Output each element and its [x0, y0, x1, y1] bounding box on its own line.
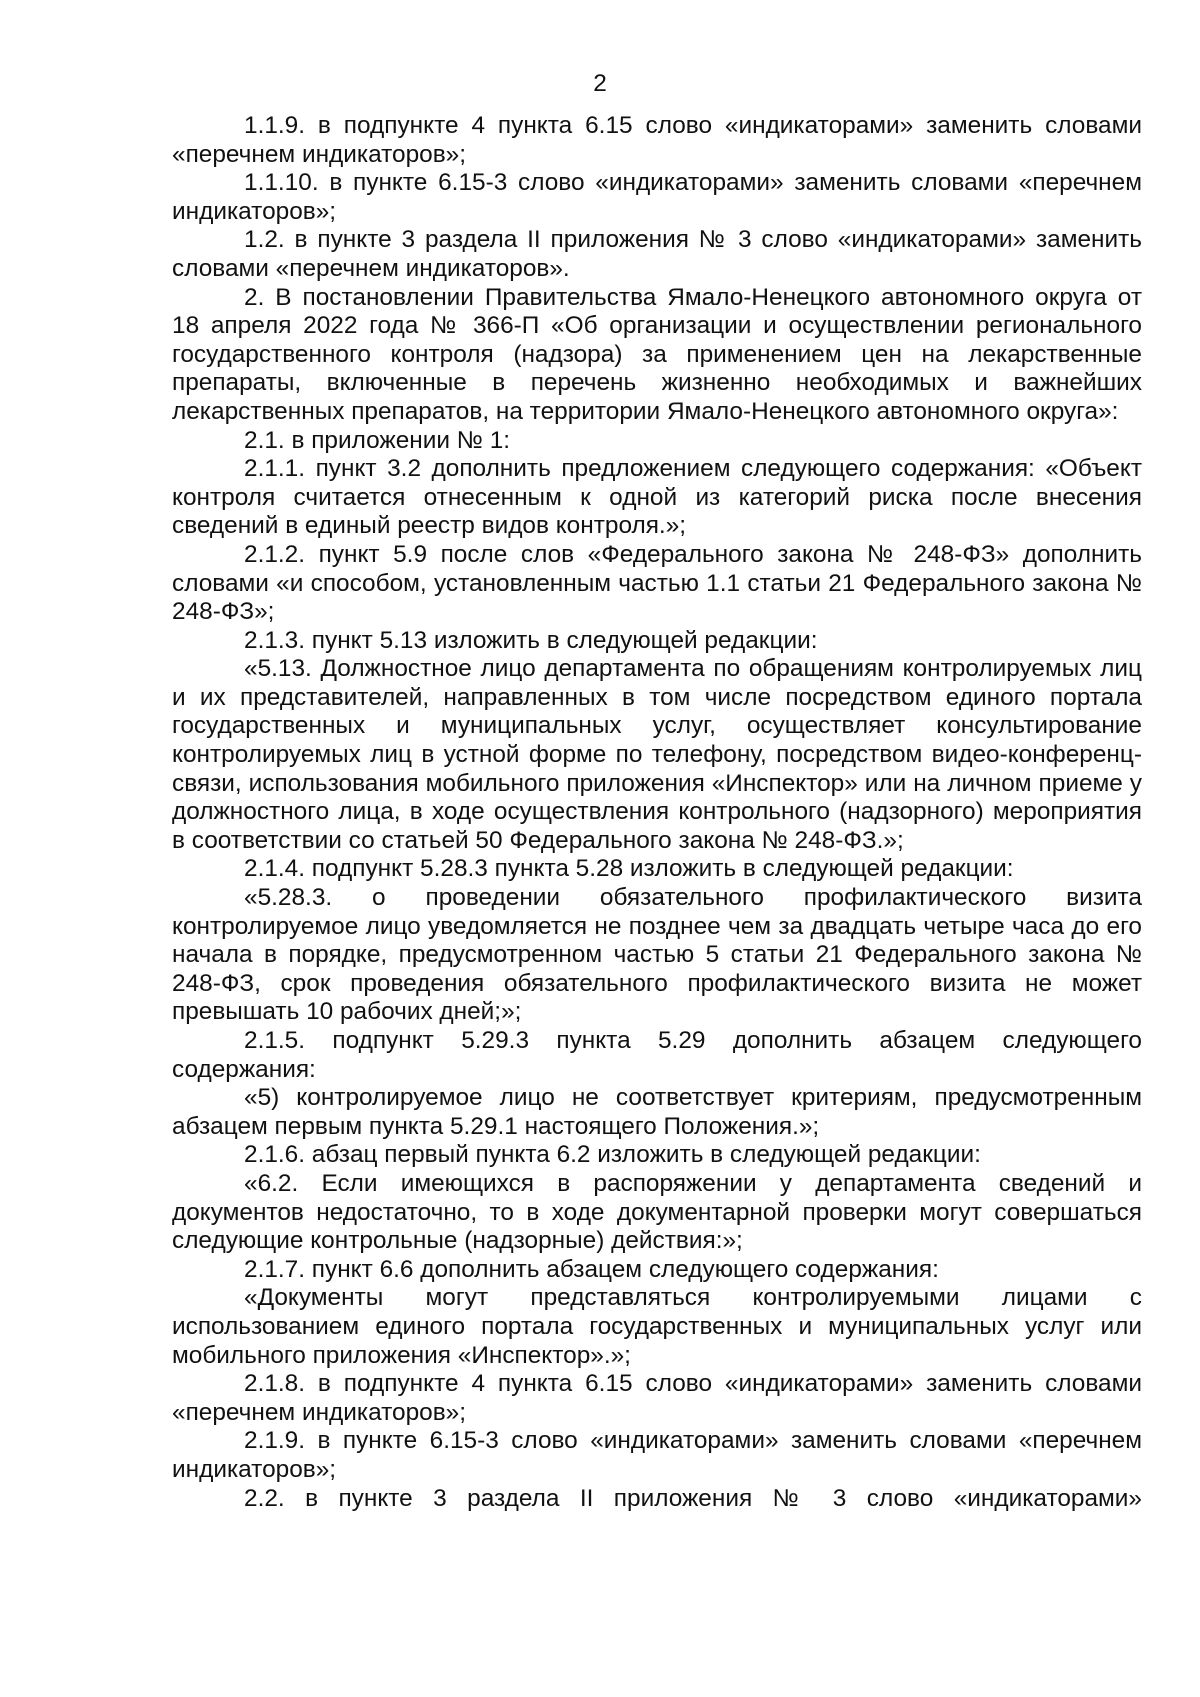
page-number: 2: [593, 70, 607, 97]
paragraph: 2.1. в приложении № 1:: [244, 426, 511, 454]
paragraph: 2.2. в пункте 3 раздела II приложения № 3 слово «индикаторами»: [244, 1484, 1142, 1512]
paragraph: 2.1.4. подпункт 5.28.3 пункта 5.28 изложить в следующей редакции:: [244, 855, 1014, 883]
paragraph: «5) контролируемое лицо не соответствует критериям, предусмотренным абзацем первым пункта 5.29.1 настоящего Положения.»;: [172, 1084, 1142, 1140]
paragraph: «5.28.3. о проведении обязательного профилактического визита контролируемое лицо уведомляется не позднее чем за двадцать четыре часа до его начала в порядке, предусмотренном частью 5 статьи 21 Федерального закона № 248-ФЗ, срок проведения обязательного профилактического визита не может превышать 10 рабочих дней;»;: [172, 884, 1142, 1026]
paragraph: 1.2. в пункте 3 раздела II приложения № 3 слово «индикаторами» заменить словами «перечнем индикаторов».: [172, 226, 1142, 282]
paragraph: 2. В постановлении Правительства Ямало-Ненецкого автономного округа от 18 апреля 2022 года № 366-П «Об организации и осуществлении регионального государственного контроля (надзора) за применением цен на лекарственные препараты, включенные в перечень жизненно необходимых и важнейших лекарственных препаратов, на территории Ямало-Ненецкого автономного округа»:: [172, 283, 1142, 425]
paragraph: 2.1.7. пункт 6.6 дополнить абзацем следующего содержания:: [244, 1255, 939, 1283]
paragraph: «5.13. Должностное лицо департамента по обращениям контролируемых лиц и их представителей, направленных в том числе посредством единого портала государственных и муниципальных услуг, осуществляет консультирование контролируемых лиц в устной форме по телефону, посредством видео-конференц-связи, использования мобильного приложения «Инспектор» или на личном приеме у должностного лица, в ходе осуществления контрольного (надзорного) мероприятия в соответствии со статьей 50 Федерального закона № 248-ФЗ.»;: [172, 655, 1142, 854]
paragraph: «Документы могут представляться контролируемыми лицами с использованием единого портала государственных и муниципальных услуг или мобильного приложения «Инспектор».»;: [172, 1284, 1142, 1369]
paragraph: 2.1.8. в подпункте 4 пункта 6.15 слово «индикаторами» заменить словами «перечнем индикаторов»;: [172, 1370, 1142, 1426]
paragraph: 2.1.6. абзац первый пункта 6.2 изложить в следующей редакции:: [244, 1141, 981, 1169]
paragraph: 2.1.1. пункт 3.2 дополнить предложением следующего содержания: «Объект контроля считается отнесенным к одной из категорий риска после внесения сведений в единый реестр видов контроля.»;: [172, 455, 1142, 540]
paragraph: 2.1.3. пункт 5.13 изложить в следующей редакции:: [244, 626, 818, 654]
paragraph: 1.1.9. в подпункте 4 пункта 6.15 слово «индикаторами» заменить словами «перечнем индикаторов»;: [172, 112, 1142, 168]
paragraph: 1.1.10. в пункте 6.15-3 слово «индикаторами» заменить словами «перечнем индикаторов»;: [172, 169, 1142, 225]
paragraph: 2.1.2. пункт 5.9 после слов «Федерального закона № 248-ФЗ» дополнить словами «и способом, установленным частью 1.1 статьи 21 Федерального закона № 248-ФЗ»;: [172, 540, 1142, 626]
paragraph: «6.2. Если имеющихся в распоряжении у департамента сведений и документов недостаточно, то в ходе документарной проверки могут совершаться следующие контрольные (надзорные) действия:»;: [172, 1169, 1142, 1255]
paragraph: 2.1.5. подпункт 5.29.3 пункта 5.29 дополнить абзацем следующего содержания:: [172, 1027, 1142, 1083]
paragraph: 2.1.9. в пункте 6.15-3 слово «индикаторами» заменить словами «перечнем индикаторов»;: [172, 1427, 1142, 1483]
document-body: [172, 112, 1142, 1513]
